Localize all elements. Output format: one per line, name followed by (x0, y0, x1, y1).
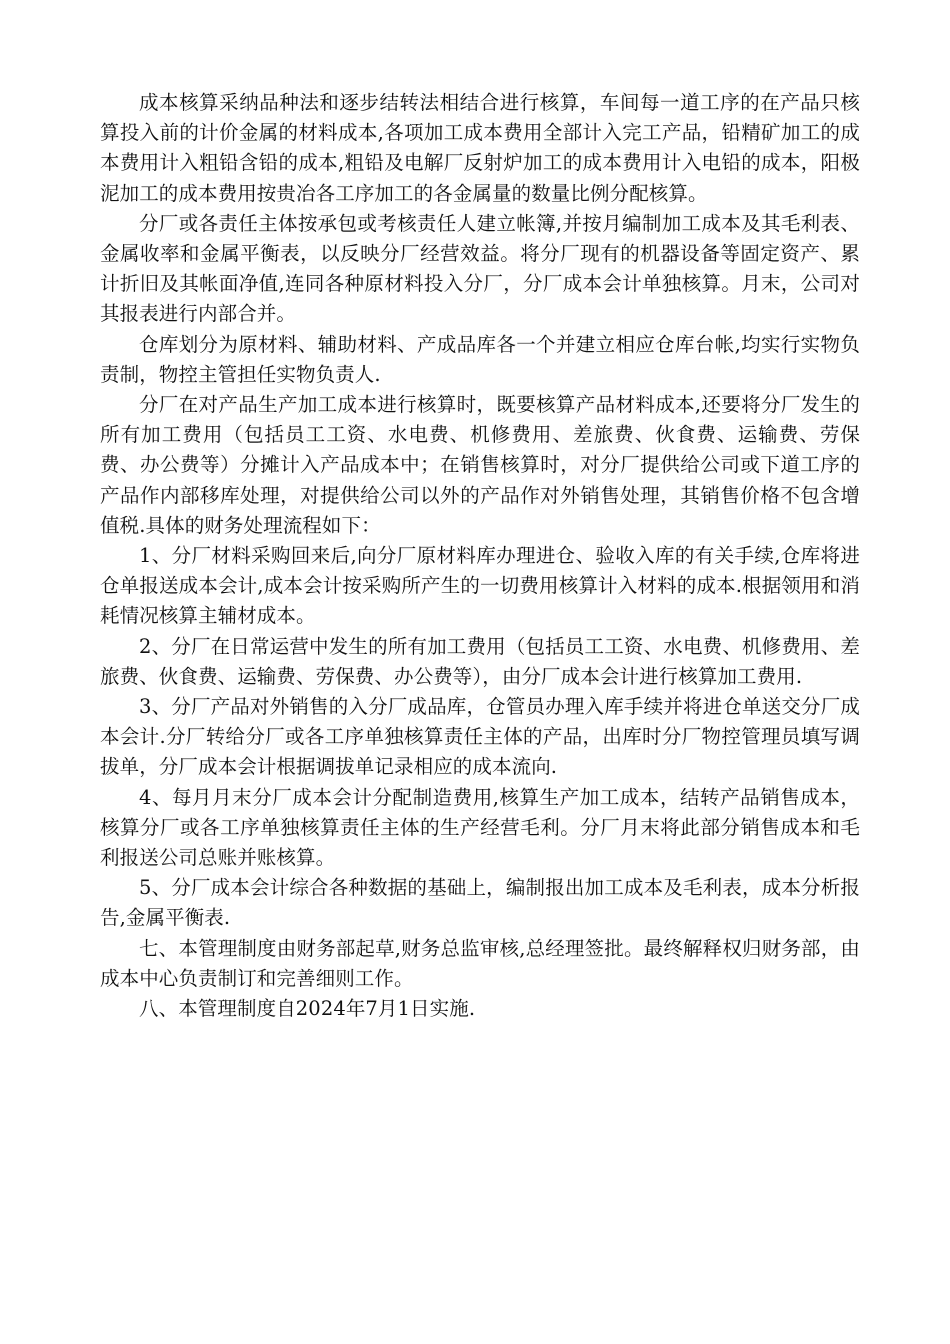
paragraph-step-5: 5、分厂成本会计综合各种数据的基础上，编制报出加工成本及毛利表，成本分析报告,金属平衡表. (100, 876, 860, 930)
paragraph-section-7: 七、本管理制度由财务部起草,财务总监审核,总经理签批。最终解释权归财务部，由成本中心负责制订和完善细则工作。 (100, 936, 860, 990)
paragraph-cost-accounting-method: 成本核算采纳品种法和逐步结转法相结合进行核算，车间每一道工序的在产品只核算投入前的计价金属的材料成本,各项加工成本费用全部计入完工产品，铅精矿加工的成本费用计入粗铅含铅的成本,粗铅及电解厂反射炉加工的成本费用计入电铅的成本，阳极泥加工的成本费用按贵冶各工序加工的各金属量的数量比例分配核算。 (100, 91, 860, 205)
paragraph-step-1: 1、分厂材料采购回来后,向分厂原材料库办理进仓、验收入库的有关手续,仓库将进仓单报送成本会计,成本会计按采购所产生的一切费用核算计入材料的成本.根据领用和消耗情况核算主辅材成本。 (100, 544, 860, 628)
paragraph-step-4: 4、每月月末分厂成本会计分配制造费用,核算生产加工成本，结转产品销售成本，核算分厂或各工序单独核算责任主体的生产经营毛利。分厂月末将此部分销售成本和毛利报送公司总账并账核算。 (100, 785, 860, 870)
paragraph-step-3: 3、分厂产品对外销售的入分厂成品库，仓管员办理入库手续并将进仓单送交分厂成本会计.分厂转给分厂或各工序单独核算责任主体的产品，出库时分厂物控管理员填写调拔单，分厂成本会计根据调拔单记录相应的成本流向. (100, 695, 860, 779)
paragraph-warehouse: 仓库划分为原材料、辅助材料、产成品库各一个并建立相应仓库台帐,均实行实物负责制，物控主管担任实物负责人. (100, 332, 860, 386)
document-body (100, 88, 860, 1024)
paragraph-step-2: 2、分厂在日常运营中发生的所有加工费用（包括员工工资、水电费、机修费用、差旅费、伙食费、运输费、劳保费、办公费等），由分厂成本会计进行核算加工费用. (100, 634, 860, 688)
paragraph-branch-ledger: 分厂或各责任主体按承包或考核责任人建立帐簿,并按月编制加工成本及其毛利表、金属收率和金属平衡表，以反映分厂经营效益。将分厂现有的机器设备等固定资产、累计折旧及其帐面净值,连同各种原材料投入分厂，分厂成本会计单独核算。月末，公司对其报表进行内部合并。 (100, 211, 860, 326)
paragraph-processing-cost: 分厂在对产品生产加工成本进行核算时，既要核算产品材料成本,还要将分厂发生的所有加工费用（包括员工工资、水电费、机修费用、差旅费、伙食费、运输费、劳保费、办公费等）分摊计入产品成本中；在销售核算时，对分厂提供给公司或下道工序的产品作内部移库处理，对提供给公司以外的产品作对外销售处理，其销售价格不包含增值税.具体的财务处理流程如下： (100, 393, 860, 537)
paragraph-section-8: 八、本管理制度自2024年7月1日实施. (139, 997, 476, 1021)
